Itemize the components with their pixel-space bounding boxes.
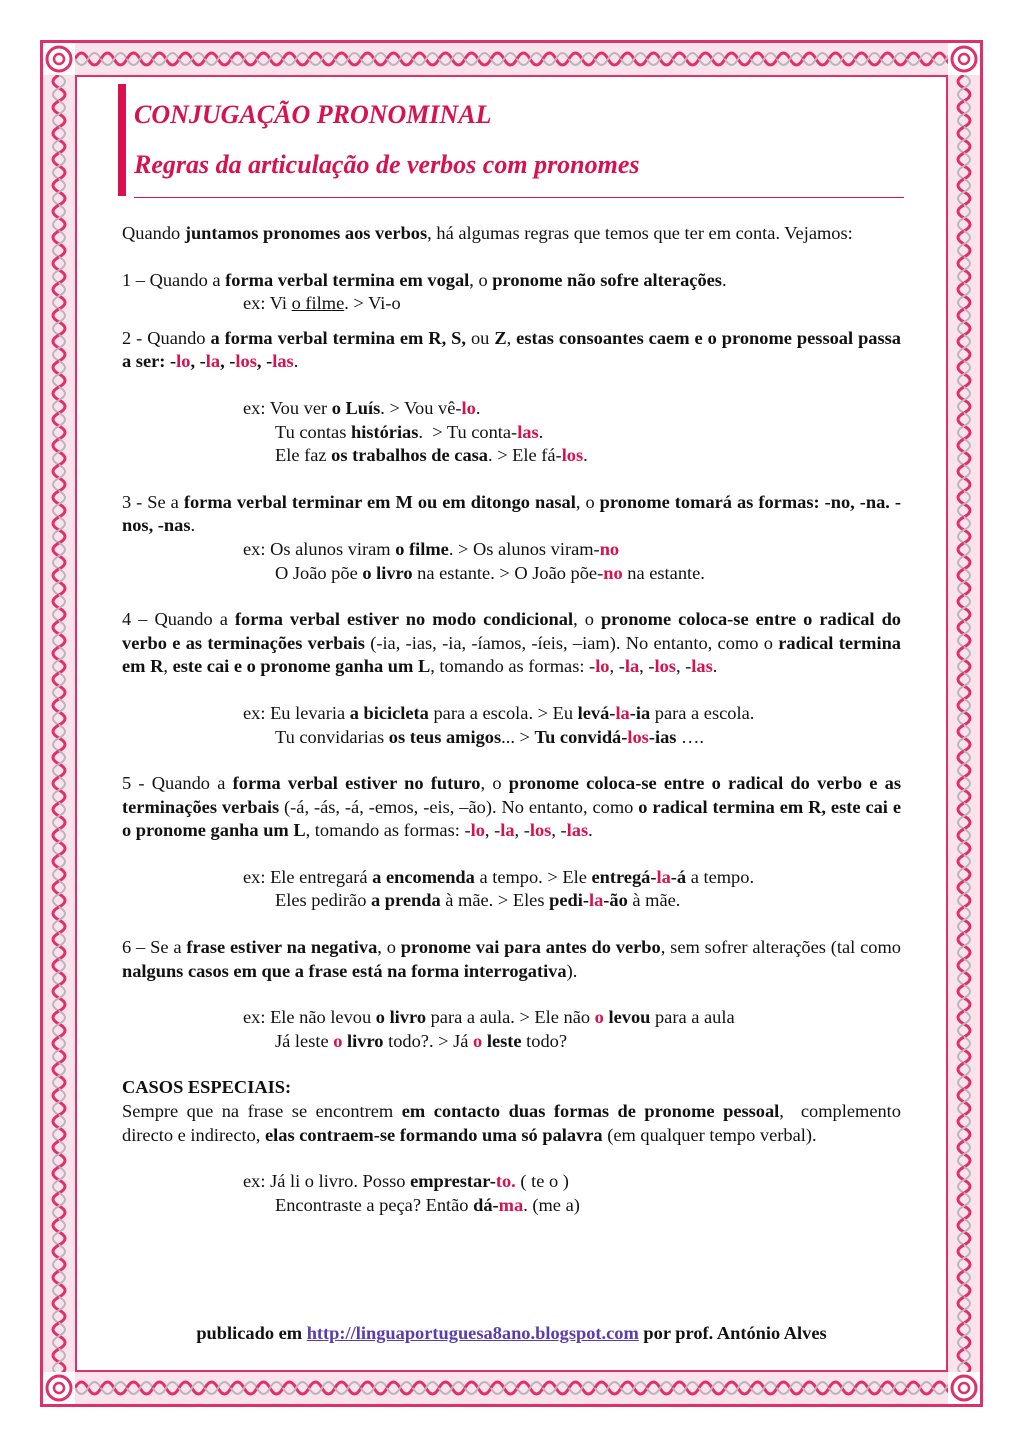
rule-3-example-2: O João põe o livro na estante. > O João põe-no na estante. <box>275 562 705 583</box>
corner-ornament-icon <box>948 1372 980 1404</box>
rule-2-example-1: ex: Vou ver o Luís. > Vou vê-lo. <box>243 397 481 418</box>
special-example-2: Encontraste a peça? Então dá-ma. (me a) <box>275 1194 580 1215</box>
rule-4: 4 – Quando a forma verbal estiver no modo condicional, o pronome coloca-se entre o radical do verbo e as terminações verbais (-ia, -ias, -ia, -íamos, -íeis, –iam). No entanto, como o radical termina em R, este cai e o pronome ganha um L, tomando as formas: -lo, -la, -los, -las. <box>122 609 901 677</box>
corner-ornament-icon <box>43 43 75 75</box>
rule-4-example-2: Tu convidarias os teus amigos... > Tu convidá-los-ias …. <box>275 726 705 747</box>
rule-6-example-1: ex: Ele não levou o livro para a aula. > Ele não o levou para a aula <box>243 1007 735 1028</box>
page-subtitle: Regras da articulação de verbos com pronomes <box>134 150 640 179</box>
rule-2: 2 - Quando a forma verbal termina em R, S, ou Z, estas consoantes caem e o pronome pessoal passa a ser: -lo, -la, -los, -las. <box>122 327 902 372</box>
rule-6-example-2: Já leste o livro todo?. > Já o leste todo? <box>275 1030 568 1051</box>
special-cases-heading: CASOS ESPECIAIS: <box>122 1077 292 1098</box>
rule-5-example-1: ex: Ele entregará a encomenda a tempo. > Ele entregá-la-á a tempo. <box>243 866 755 887</box>
rule-4-example-1: ex: Eu levaria a bicicleta para a escola. > Eu levá-la-ia para a escola. <box>243 702 755 723</box>
border-pattern-top <box>43 43 980 75</box>
title-divider <box>134 197 904 198</box>
rule-6: 6 – Se a frase estiver na negativa, o pronome vai para antes do verbo, sem sofrer alterações (tal como nalguns casos em que a frase está na forma interrogativa). <box>122 937 901 981</box>
rule-1: 1 – Quando a forma verbal termina em vogal, o pronome não sofre alterações. <box>122 269 727 290</box>
rule-2-example-2: Tu contas histórias. > Tu conta-las. <box>275 421 544 442</box>
special-cases-paragraph: Sempre que na frase se encontrem em contacto duas formas de pronome pessoal, complemento directo e indirecto, elas contraem-se formando uma só palavra (em qualquer tempo verbal). <box>122 1101 906 1145</box>
corner-ornament-icon <box>948 43 980 75</box>
intro-paragraph: Quando juntamos pronomes aos verbos, há algumas regras que temos que ter em conta. Vejamos: <box>122 223 853 243</box>
blog-link[interactable]: http://linguaportuguesa8ano.blogspot.com <box>306 1323 639 1343</box>
border-pattern-bottom <box>43 1372 980 1404</box>
footer-credit: publicado em http://linguaportuguesa8ano.blogspot.com por prof. António Alves <box>196 1323 827 1343</box>
border-pattern-right <box>948 43 980 1404</box>
page-title: CONJUGAÇÃO PRONOMINAL <box>134 100 492 129</box>
rule-3: 3 - Se a forma verbal terminar em M ou em ditongo nasal, o pronome tomará as formas: -no, -na. -nos, -nas. <box>122 491 902 536</box>
corner-ornament-icon <box>43 1372 75 1404</box>
rule-2-example-3: Ele faz os trabalhos de casa. > Ele fá-los. <box>275 445 588 466</box>
border-pattern-left <box>43 43 75 1404</box>
document-body <box>122 222 906 1217</box>
title-accent-bar <box>118 84 126 196</box>
rule-1-example: ex: Vi o filme. > Vi-o <box>243 293 401 314</box>
rule-5-example-2: Eles pedirão a prenda à mãe. > Eles pedi-la-ão à mãe. <box>275 890 681 911</box>
rule-5: 5 - Quando a forma verbal estiver no futuro, o pronome coloca-se entre o radical do verbo e as terminações verbais (-á, -ás, -á, -emos, -eis, –ão). No entanto, como o radical termina em R, este cai e o pronome ganha um L, tomando as formas: -lo, -la, -los, -las. <box>122 773 901 841</box>
special-example-1: ex: Já li o livro. Posso emprestar-to. ( te o ) <box>243 1171 569 1192</box>
rule-3-example-1: ex: Os alunos viram o filme. > Os alunos viram-no <box>243 538 620 559</box>
